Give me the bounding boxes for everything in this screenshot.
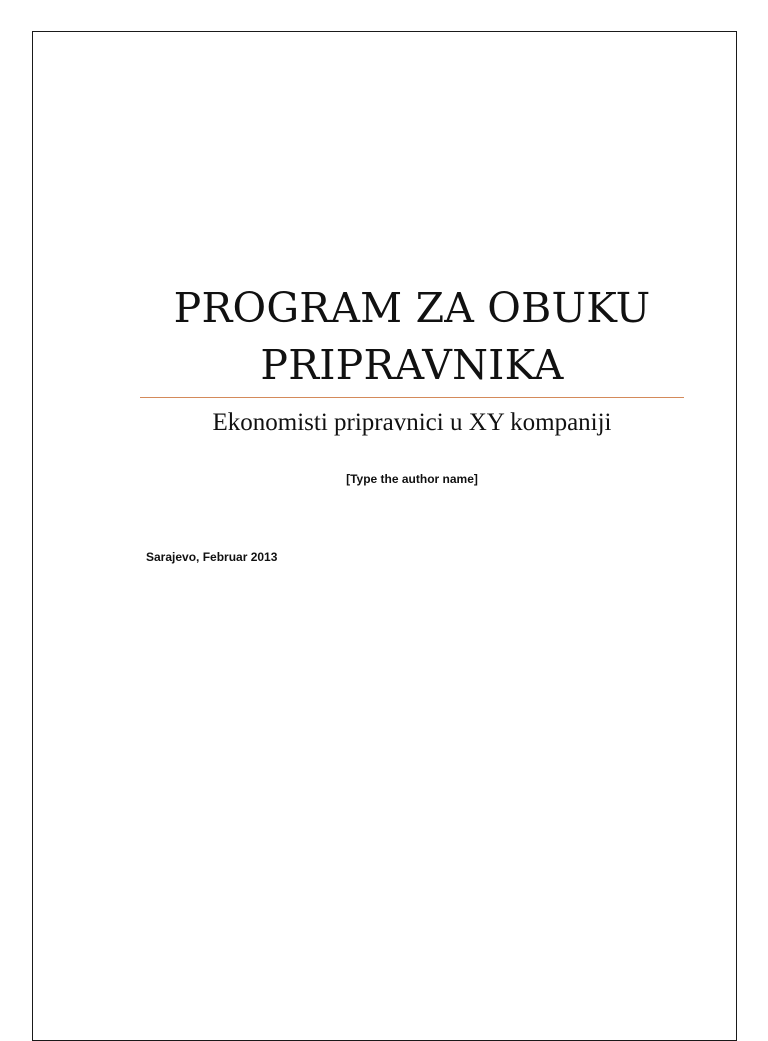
document-title: PROGRAM ZA OBUKU PRIPRAVNIKA bbox=[173, 284, 651, 389]
document-subtitle: Ekonomisti pripravnici u XY kompaniji bbox=[212, 409, 612, 436]
author-placeholder[interactable]: [Type the author name] bbox=[346, 472, 478, 486]
title-divider bbox=[140, 397, 684, 398]
page-border bbox=[32, 31, 737, 1041]
place-date: Sarajevo, Februar 2013 bbox=[146, 550, 278, 564]
